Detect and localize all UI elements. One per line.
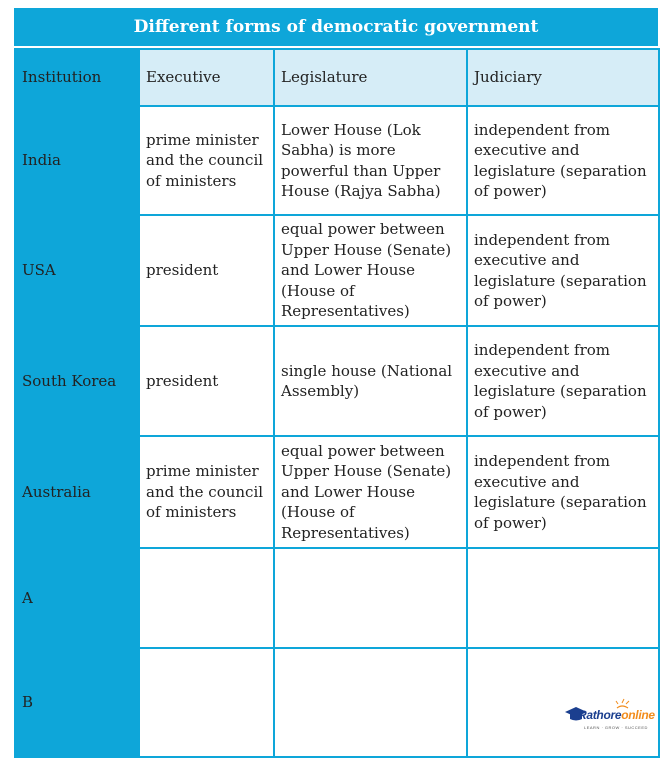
- table-row: [15, 548, 659, 648]
- logo-tagline: LEARN · GROW · SUCCEED: [584, 725, 648, 730]
- cell-judiciary: independent from executive and legislature (separation of power): [467, 436, 659, 548]
- cell-executive: [139, 548, 274, 648]
- cell-legislature: equal power between Upper House (Senate) and Lower House (House of Representatives): [274, 215, 467, 326]
- table-frame: [14, 8, 658, 756]
- cell-judiciary: [467, 548, 659, 648]
- column-header-institution: Institution: [15, 49, 139, 106]
- column-header-legislature: Legislature: [274, 49, 467, 106]
- column-header-executive: Executive: [139, 49, 274, 106]
- table-title: Different forms of democratic government: [14, 8, 658, 48]
- row-header-usa: USA: [15, 215, 139, 326]
- cell-legislature: equal power between Upper House (Senate) and Lower House (House of Representatives): [274, 436, 467, 548]
- cell-executive: prime minister and the council of ministers: [139, 106, 274, 215]
- cell-executive: president: [139, 215, 274, 326]
- publisher-logo: [562, 698, 660, 738]
- table-row: [15, 106, 659, 215]
- table-row: [15, 215, 659, 326]
- cell-judiciary: independent from executive and legislature (separation of power): [467, 215, 659, 326]
- cell-executive: prime minister and the council of ministers: [139, 436, 274, 548]
- header-row: [15, 49, 659, 106]
- logo-wordmark: Rathoreonline: [578, 708, 655, 722]
- row-header-australia: Australia: [15, 436, 139, 548]
- row-header-south-korea: South Korea: [15, 326, 139, 436]
- cell-legislature: Lower House (Lok Sabha) is more powerful than Upper House (Rajya Sabha): [274, 106, 467, 215]
- cell-judiciary: independent from executive and legislature (separation of power): [467, 106, 659, 215]
- column-header-judiciary: Judiciary: [467, 49, 659, 106]
- government-forms-table: [14, 48, 660, 758]
- cell-executive: president: [139, 326, 274, 436]
- cell-judiciary: independent from executive and legislature (separation of power): [467, 326, 659, 436]
- cell-executive: [139, 648, 274, 757]
- table-row: [15, 436, 659, 548]
- row-header-b: B: [15, 648, 139, 757]
- cell-legislature: single house (National Assembly): [274, 326, 467, 436]
- row-header-india: India: [15, 106, 139, 215]
- cell-legislature: [274, 648, 467, 757]
- table-row: [15, 326, 659, 436]
- cell-legislature: [274, 548, 467, 648]
- row-header-a: A: [15, 548, 139, 648]
